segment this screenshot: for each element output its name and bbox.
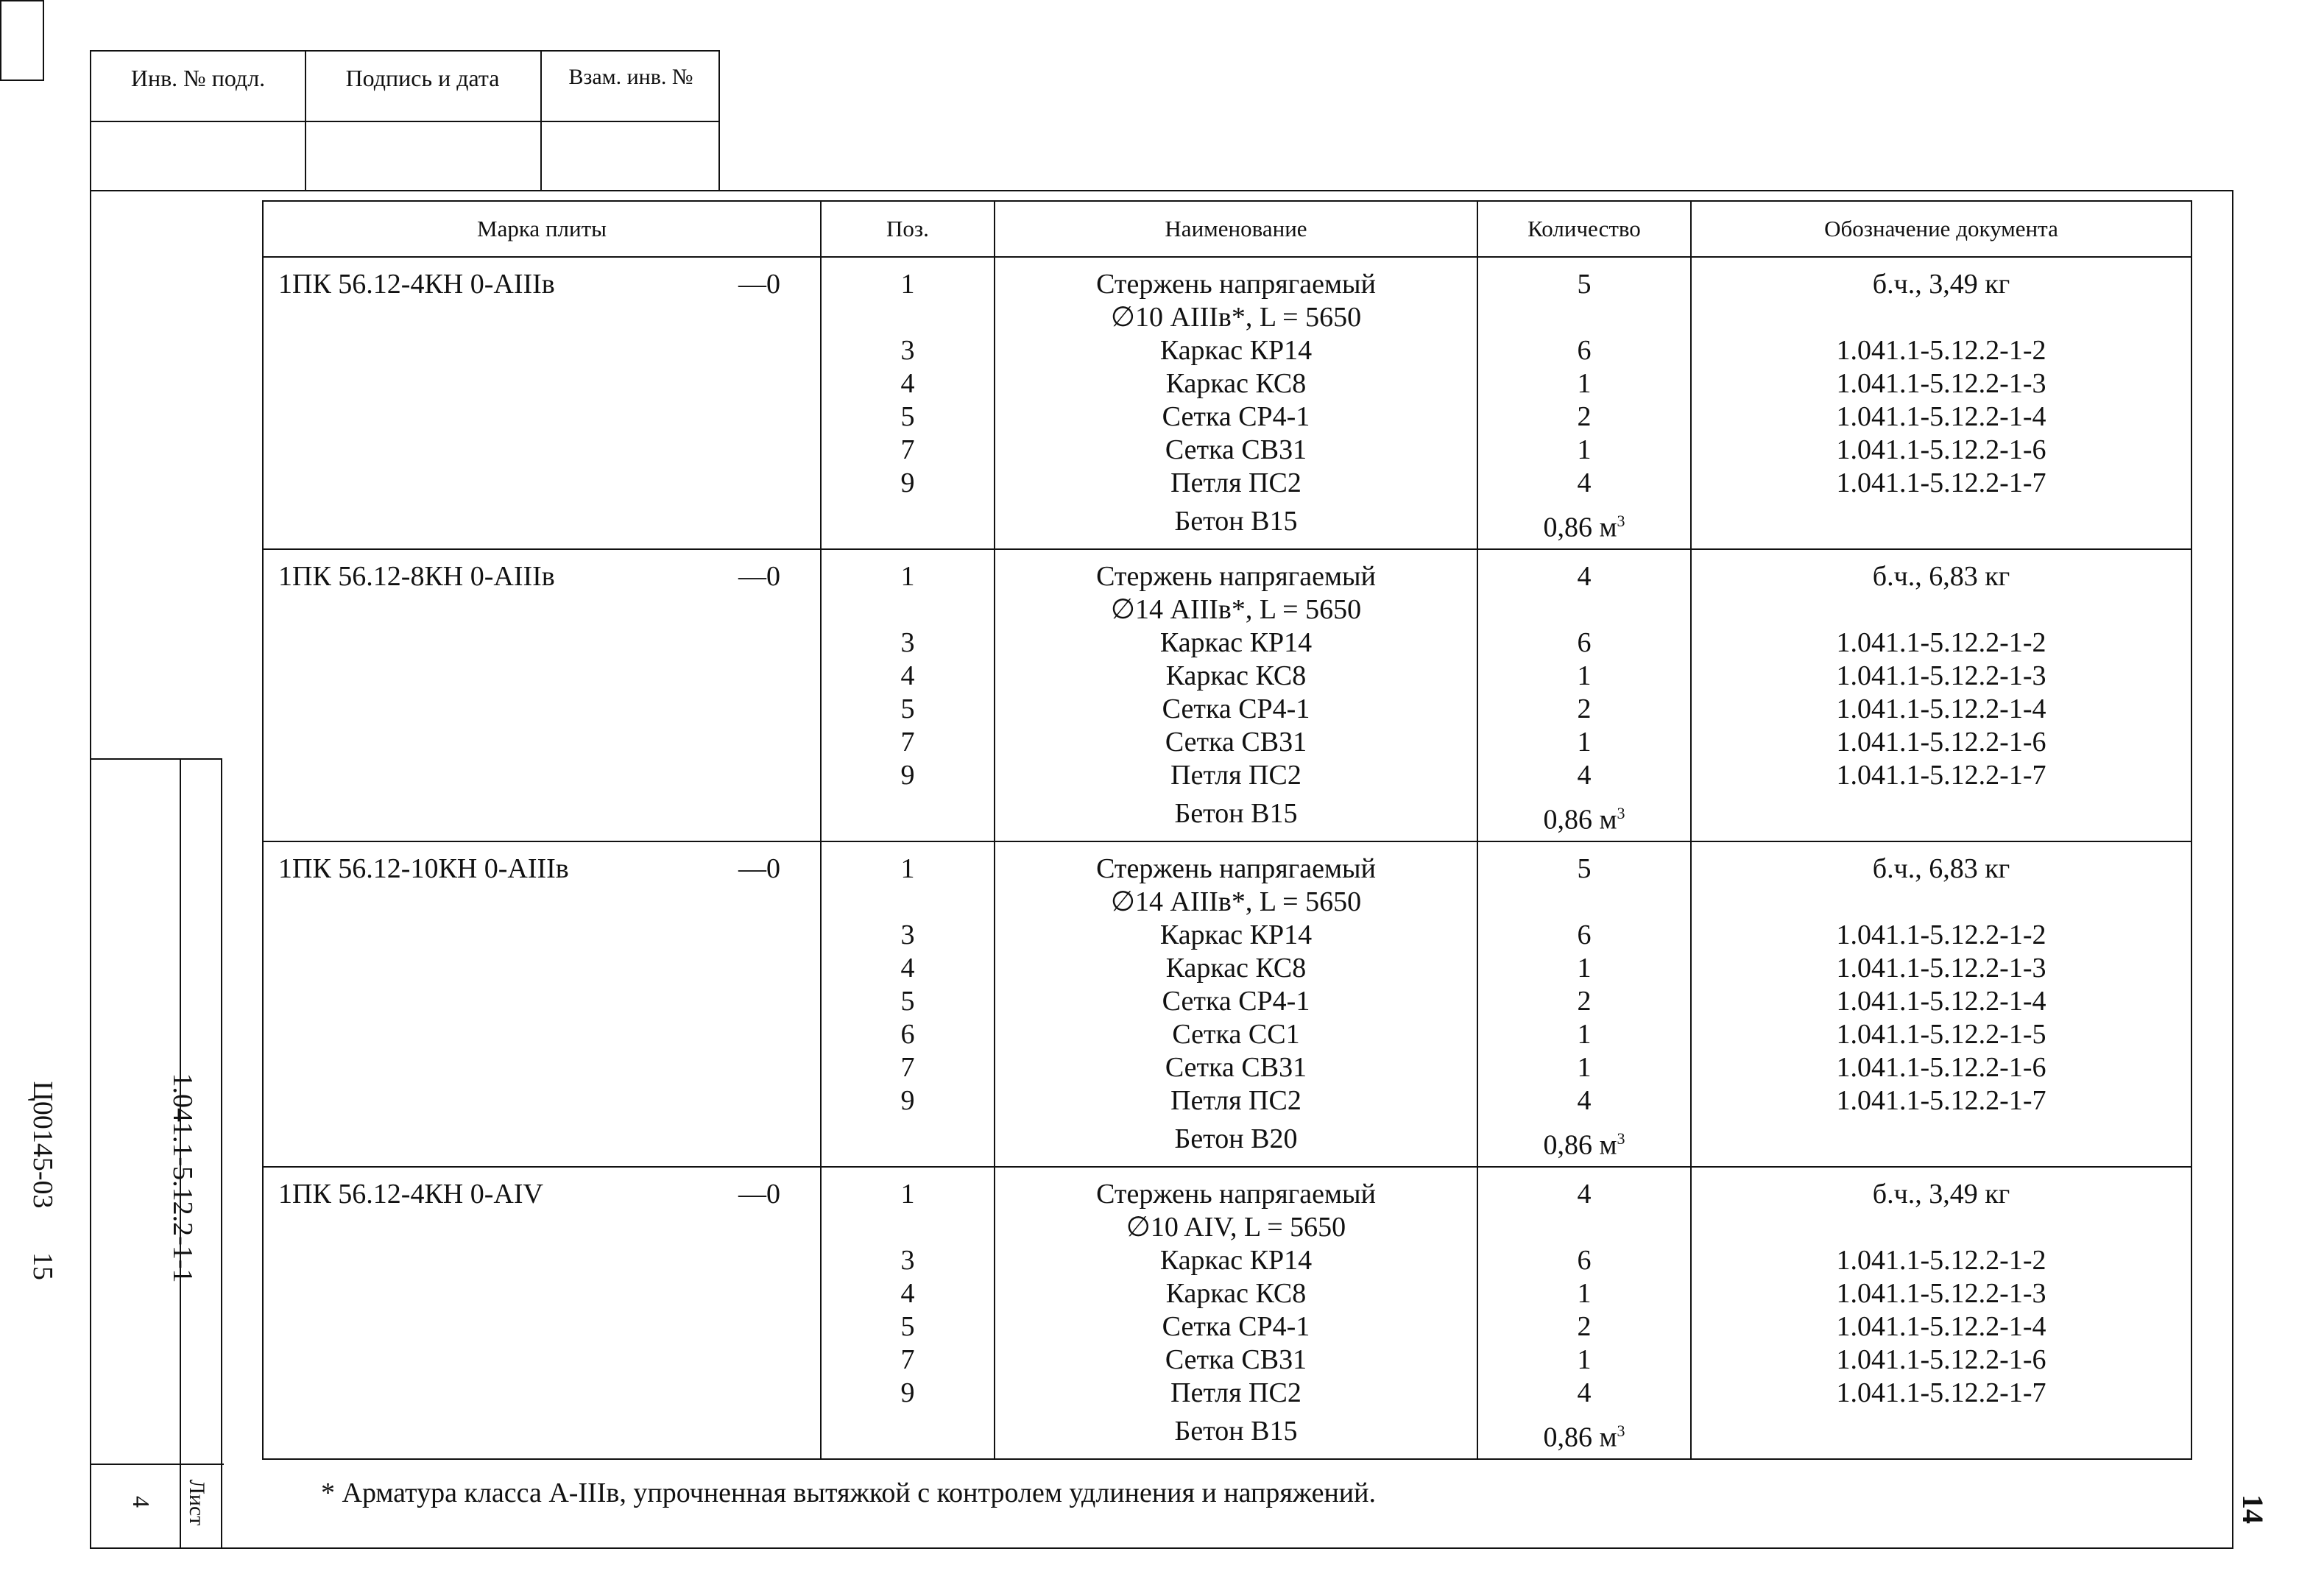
quantity-cell xyxy=(1477,549,1691,841)
position-value: 9 xyxy=(900,1085,915,1116)
concrete-volume xyxy=(1478,792,1690,835)
item-quantity: 2 xyxy=(1577,693,1592,724)
item-quantity: 5 xyxy=(1577,269,1592,300)
specification-table xyxy=(262,200,2192,1460)
slab-brand: 1ПК 56.12-4КН 0-АIIIв xyxy=(278,269,555,300)
slab-brand-suffix: —0 xyxy=(738,1179,780,1210)
concrete-grade: Бетон В15 xyxy=(1174,506,1298,537)
item-name: Каркас КР14 xyxy=(1159,627,1313,658)
document-cell xyxy=(1691,549,2191,841)
item-quantity: 1 xyxy=(1577,953,1592,984)
item-name: Сетка СС1 xyxy=(1172,1019,1300,1050)
concrete-volume-value: 0,86 м xyxy=(1543,1422,1617,1453)
item-quantity: 6 xyxy=(1577,1245,1592,1276)
item-name: ∅14 АIIIв*, L = 5650 xyxy=(1110,886,1362,917)
item-document: 1.041.1-5.12.2-1-2 xyxy=(1836,627,2046,658)
item-quantity: 5 xyxy=(1577,853,1592,884)
empty-line xyxy=(822,1118,994,1160)
item-quantity: 1 xyxy=(1577,727,1592,758)
item-document: б.ч., 3,49 кг xyxy=(1872,269,2010,300)
item-name: Каркас КР14 xyxy=(1159,1245,1313,1276)
slab-brand-suffix: —0 xyxy=(738,853,780,884)
item-name: ∅14 АIIIв*, L = 5650 xyxy=(1110,594,1362,625)
item-name: Петля ПС2 xyxy=(1170,467,1301,498)
item-name: Сетка СВ31 xyxy=(1165,1052,1307,1083)
signature-date-label: Подпись и дата xyxy=(345,65,500,91)
item-document: 1.041.1-5.12.2-1-6 xyxy=(1836,727,2046,758)
concrete-grade: Бетон В20 xyxy=(1174,1123,1298,1154)
item-quantity: 1 xyxy=(1577,1278,1592,1309)
item-quantity: 2 xyxy=(1577,986,1592,1017)
header-document: Обозначение документа xyxy=(1691,201,2191,257)
item-quantity: 1 xyxy=(1577,1344,1592,1375)
item-document xyxy=(1692,1211,2191,1244)
item-name: Стержень напрягаемый xyxy=(1096,561,1376,592)
item-name: Каркас КС8 xyxy=(1165,1278,1307,1309)
quantity-cell xyxy=(1477,1167,1691,1459)
item-quantity xyxy=(1478,886,1690,919)
left-binding-column xyxy=(90,758,222,1549)
concrete-volume-exponent: 3 xyxy=(1617,512,1625,530)
approval-stamp xyxy=(90,50,720,191)
document-code-vertical: 1.041.1-5.12.2-1-1 xyxy=(167,1073,198,1283)
item-quantity: 1 xyxy=(1577,368,1592,399)
position-value: 5 xyxy=(900,1311,915,1342)
item-document: 1.041.1-5.12.2-1-3 xyxy=(1836,1278,2046,1309)
item-name: Сетка СР4-1 xyxy=(1162,986,1310,1017)
empty-line xyxy=(822,500,994,543)
document-cell xyxy=(1691,841,2191,1167)
header-quantity: Количество xyxy=(1477,201,1691,257)
item-name: Стержень напрягаемый xyxy=(1096,1179,1376,1210)
replacement-inv-label: Взам. инв. № xyxy=(568,65,693,89)
item-name: Петля ПС2 xyxy=(1170,1085,1301,1116)
empty-line xyxy=(822,792,994,835)
item-name: Петля ПС2 xyxy=(1170,760,1301,791)
item-quantity: 6 xyxy=(1577,627,1592,658)
item-document xyxy=(1692,301,2191,334)
position-value: 1 xyxy=(900,269,915,300)
concrete-volume xyxy=(1478,1410,1690,1452)
position-value: 4 xyxy=(900,660,915,691)
quantity-cell xyxy=(1477,257,1691,549)
concrete-grade: Бетон В15 xyxy=(1174,798,1298,829)
item-name: Каркас КС8 xyxy=(1165,368,1307,399)
item-name: Каркас КС8 xyxy=(1165,660,1307,691)
item-document: 1.041.1-5.12.2-1-7 xyxy=(1836,760,2046,791)
position-value: 1 xyxy=(900,1179,915,1210)
concrete-volume-exponent: 3 xyxy=(1617,1422,1625,1440)
name-cell xyxy=(995,1167,1477,1459)
position-value: 5 xyxy=(900,401,915,432)
document-cell xyxy=(1691,257,2191,549)
concrete-volume-exponent: 3 xyxy=(1617,1129,1625,1148)
item-document: 1.041.1-5.12.2-1-7 xyxy=(1836,1377,2046,1408)
table-group-row xyxy=(263,549,2191,841)
item-quantity: 4 xyxy=(1577,1085,1592,1116)
slab-brand-suffix: —0 xyxy=(738,561,780,592)
position-value: 1 xyxy=(900,561,915,592)
position-value: 5 xyxy=(900,693,915,724)
item-document: б.ч., 6,83 кг xyxy=(1872,853,2010,884)
concrete-volume-value: 0,86 м xyxy=(1543,804,1617,836)
item-quantity: 6 xyxy=(1577,335,1592,366)
position-cell xyxy=(821,1167,995,1459)
concrete-volume-value: 0,86 м xyxy=(1543,512,1617,543)
position-value: 7 xyxy=(900,1344,915,1375)
position-cell xyxy=(821,257,995,549)
item-quantity: 1 xyxy=(1577,1019,1592,1050)
position-value: 1 xyxy=(900,853,915,884)
position-value: 4 xyxy=(900,1278,915,1309)
item-name: Каркас КР14 xyxy=(1159,919,1313,950)
item-quantity: 2 xyxy=(1577,401,1592,432)
item-document: 1.041.1-5.12.2-1-3 xyxy=(1836,660,2046,691)
item-quantity: 6 xyxy=(1577,919,1592,950)
position-value: 7 xyxy=(900,727,915,758)
page-number-box xyxy=(0,0,44,81)
slab-brand: 1ПК 56.12-4КН 0-АIV xyxy=(278,1179,543,1210)
item-document: б.ч., 3,49 кг xyxy=(1872,1179,2010,1210)
table-group-row xyxy=(263,257,2191,549)
position-value: 9 xyxy=(900,1377,915,1408)
item-document xyxy=(1692,593,2191,626)
empty-line xyxy=(1692,1410,2191,1452)
archive-page-vertical: 15 xyxy=(27,1252,58,1280)
empty-line xyxy=(1692,792,2191,835)
item-document: 1.041.1-5.12.2-1-7 xyxy=(1836,467,2046,498)
item-document: 1.041.1-5.12.2-1-4 xyxy=(1836,1311,2046,1342)
position-value: 9 xyxy=(900,760,915,791)
name-cell xyxy=(995,549,1477,841)
item-name: Каркас КС8 xyxy=(1165,953,1307,984)
slab-brand-suffix: —0 xyxy=(738,269,780,300)
item-quantity: 2 xyxy=(1577,1311,1592,1342)
item-quantity: 4 xyxy=(1577,1179,1592,1210)
item-document: 1.041.1-5.12.2-1-4 xyxy=(1836,693,2046,724)
concrete-volume xyxy=(1478,500,1690,543)
item-quantity: 1 xyxy=(1577,660,1592,691)
item-document: 1.041.1-5.12.2-1-6 xyxy=(1836,1344,2046,1375)
item-document: 1.041.1-5.12.2-1-5 xyxy=(1836,1019,2046,1050)
concrete-volume-exponent: 3 xyxy=(1617,804,1625,822)
item-name: Каркас КР14 xyxy=(1159,335,1313,366)
position-value: 6 xyxy=(900,1019,915,1050)
position-value: 3 xyxy=(900,627,915,658)
item-document: 1.041.1-5.12.2-1-2 xyxy=(1836,335,2046,366)
position-value: 4 xyxy=(900,368,915,399)
item-name: Сетка СР4-1 xyxy=(1162,1311,1310,1342)
concrete-volume xyxy=(1478,1118,1690,1160)
item-document: 1.041.1-5.12.2-1-3 xyxy=(1836,953,2046,984)
position-value: 4 xyxy=(900,953,915,984)
sheet-label-vertical: Лист xyxy=(185,1479,209,1526)
item-quantity: 1 xyxy=(1577,434,1592,465)
position-value: 3 xyxy=(900,919,915,950)
item-quantity xyxy=(1478,593,1690,626)
header-brand: Марка плиты xyxy=(263,201,821,257)
table-header-row xyxy=(263,201,2191,257)
position-value xyxy=(822,301,994,334)
item-quantity xyxy=(1478,301,1690,334)
header-position: Поз. xyxy=(821,201,995,257)
item-quantity: 4 xyxy=(1577,561,1592,592)
item-name: ∅10 АIIIв*, L = 5650 xyxy=(1110,302,1362,333)
position-value xyxy=(822,593,994,626)
item-name: Сетка СВ31 xyxy=(1165,434,1307,465)
position-value xyxy=(822,886,994,919)
item-document: 1.041.1-5.12.2-1-6 xyxy=(1836,434,2046,465)
item-document: 1.041.1-5.12.2-1-4 xyxy=(1836,986,2046,1017)
document-cell xyxy=(1691,1167,2191,1459)
item-name: Сетка СР4-1 xyxy=(1162,693,1310,724)
position-value: 7 xyxy=(900,434,915,465)
item-name: Стержень напрягаемый xyxy=(1096,853,1376,884)
item-quantity xyxy=(1478,1211,1690,1244)
archive-code-vertical: Ц00145-03 xyxy=(27,1081,58,1209)
item-document xyxy=(1692,886,2191,919)
slab-brand: 1ПК 56.12-8КН 0-АIIIв xyxy=(278,561,555,592)
brand-cell xyxy=(263,549,821,841)
item-name: Сетка СВ31 xyxy=(1165,1344,1307,1375)
item-document: 1.041.1-5.12.2-1-3 xyxy=(1836,368,2046,399)
brand-cell xyxy=(263,841,821,1167)
concrete-volume-value: 0,86 м xyxy=(1543,1129,1617,1161)
position-value: 5 xyxy=(900,986,915,1017)
page-number: 14 xyxy=(2236,1494,2270,1524)
item-name: Сетка СР4-1 xyxy=(1162,401,1310,432)
position-value: 7 xyxy=(900,1052,915,1083)
item-quantity: 4 xyxy=(1577,467,1592,498)
position-cell xyxy=(821,549,995,841)
sheet-number-vertical: 4 xyxy=(128,1496,155,1508)
item-name: Стержень напрягаемый xyxy=(1096,269,1376,300)
item-document: б.ч., 6,83 кг xyxy=(1872,561,2010,592)
item-document: 1.041.1-5.12.2-1-6 xyxy=(1836,1052,2046,1083)
empty-line xyxy=(822,1410,994,1452)
item-document: 1.041.1-5.12.2-1-7 xyxy=(1836,1085,2046,1116)
item-name: ∅10 AIV, L = 5650 xyxy=(1126,1212,1346,1243)
brand-cell xyxy=(263,1167,821,1459)
item-name: Петля ПС2 xyxy=(1170,1377,1301,1408)
item-quantity: 4 xyxy=(1577,1377,1592,1408)
item-document: 1.041.1-5.12.2-1-2 xyxy=(1836,919,2046,950)
item-document: 1.041.1-5.12.2-1-4 xyxy=(1836,401,2046,432)
position-cell xyxy=(821,841,995,1167)
name-cell xyxy=(995,841,1477,1167)
position-value: 3 xyxy=(900,335,915,366)
quantity-cell xyxy=(1477,841,1691,1167)
item-document: 1.041.1-5.12.2-1-2 xyxy=(1836,1245,2046,1276)
header-name: Наименование xyxy=(995,201,1477,257)
table-group-row xyxy=(263,841,2191,1167)
empty-line xyxy=(1692,500,2191,543)
slab-brand: 1ПК 56.12-10КН 0-АIIIв xyxy=(278,853,569,884)
position-value: 3 xyxy=(900,1245,915,1276)
brand-cell xyxy=(263,257,821,549)
item-quantity: 4 xyxy=(1577,760,1592,791)
table-group-row xyxy=(263,1167,2191,1459)
inv-number-label: Инв. № подл. xyxy=(130,65,266,91)
item-quantity: 1 xyxy=(1577,1052,1592,1083)
position-value: 9 xyxy=(900,467,915,498)
empty-line xyxy=(1692,1118,2191,1160)
name-cell xyxy=(995,257,1477,549)
item-name: Сетка СВ31 xyxy=(1165,727,1307,758)
footnote: * Арматура класса А-IIIв, упрочненная вытяжкой с контролем удлинения и напряжений. xyxy=(321,1478,1376,1508)
concrete-grade: Бетон В15 xyxy=(1174,1416,1298,1447)
position-value xyxy=(822,1211,994,1244)
